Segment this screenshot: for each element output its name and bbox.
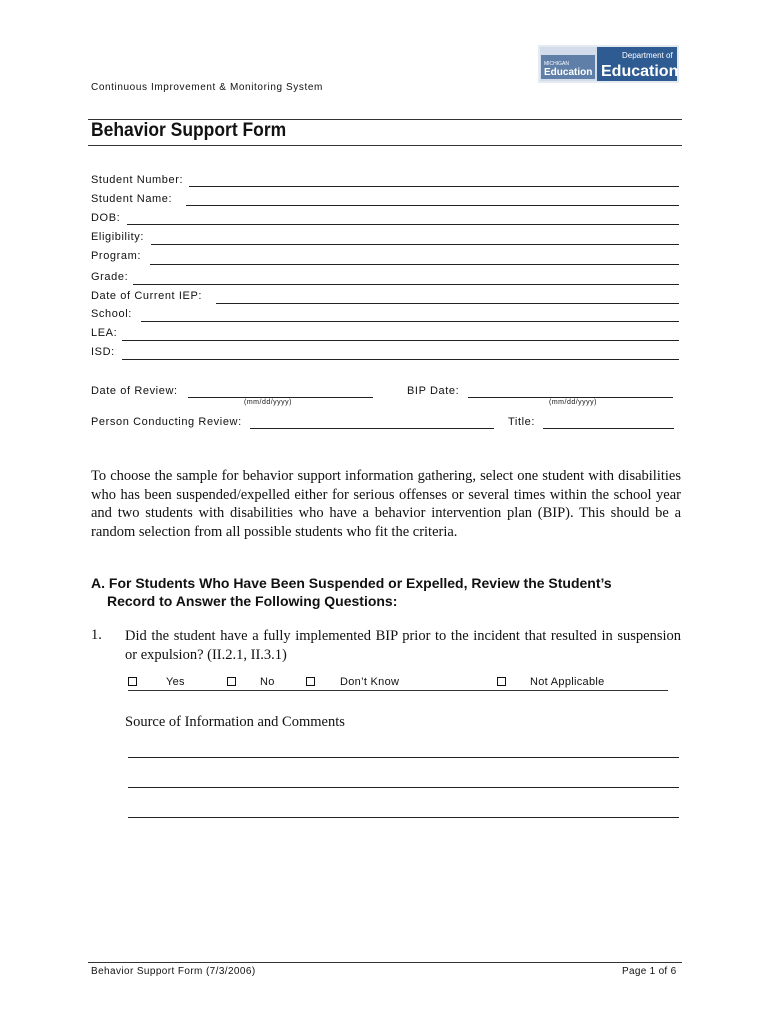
dont-know-checkbox[interactable] <box>306 677 315 686</box>
logo-top-text: Department of <box>622 51 673 60</box>
comments-line-3[interactable] <box>128 817 679 818</box>
student-name-label: Student Name: <box>91 193 173 205</box>
date-of-review-label: Date of Review: <box>91 385 178 397</box>
date-of-review-field[interactable] <box>188 397 373 398</box>
student-name-field[interactable] <box>186 205 679 206</box>
logo-main-text: Education <box>601 63 679 80</box>
footer-rule <box>88 962 682 963</box>
dont-know-label: Don’t Know <box>340 676 400 688</box>
yes-checkbox[interactable] <box>128 677 137 686</box>
section-a-heading-line2: Record to Answer the Following Questions: <box>107 593 398 609</box>
school-label: School: <box>91 308 132 320</box>
question-1-number: 1. <box>91 627 102 643</box>
question-1-text: Did the student have a fully implemented BIP prior to the incident that resulted in suspension or expulsion? (II.2.1, II.3.1) <box>125 628 681 663</box>
student-number-label: Student Number: <box>91 174 184 186</box>
iep-date-field[interactable] <box>216 303 679 304</box>
department-of-education-logo <box>538 45 679 83</box>
isd-field[interactable] <box>122 359 679 360</box>
lea-field[interactable] <box>122 340 679 341</box>
system-name: Continuous Improvement & Monitoring System <box>91 82 323 93</box>
section-a-heading <box>91 574 681 610</box>
person-conducting-label: Person Conducting Review: <box>91 416 242 428</box>
comments-line-2[interactable] <box>128 787 679 788</box>
page-number: Page 1 of 6 <box>622 966 677 977</box>
program-field[interactable] <box>150 264 679 265</box>
bip-date-hint: (mm/dd/yyyy) <box>549 399 597 406</box>
yes-label: Yes <box>166 676 185 688</box>
bip-date-field[interactable] <box>468 397 673 398</box>
school-field[interactable] <box>141 321 679 322</box>
lea-label: LEA: <box>91 327 118 339</box>
bip-date-label: BIP Date: <box>407 385 460 397</box>
no-label: No <box>260 676 275 688</box>
isd-label: ISD: <box>91 346 115 358</box>
dob-field[interactable] <box>127 224 679 225</box>
student-number-field[interactable] <box>189 186 679 187</box>
person-conducting-field[interactable] <box>250 428 494 429</box>
grade-label: Grade: <box>91 271 129 283</box>
reviewer-title-label: Title: <box>508 416 536 428</box>
comments-line-1[interactable] <box>128 757 679 758</box>
title-rule <box>88 145 682 146</box>
section-a-heading-line1: A. For Students Who Have Been Suspended or Expelled, Review the Student’s <box>91 575 612 591</box>
eligibility-label: Eligibility: <box>91 231 145 243</box>
not-applicable-checkbox[interactable] <box>497 677 506 686</box>
no-checkbox[interactable] <box>227 677 236 686</box>
logo-small-top: MICHIGAN <box>544 61 569 67</box>
options-underline <box>128 690 668 691</box>
grade-field[interactable] <box>133 284 679 285</box>
eligibility-field[interactable] <box>151 244 679 245</box>
footer-form-name: Behavior Support Form (7/3/2006) <box>91 966 256 977</box>
source-of-information-label: Source of Information and Comments <box>125 714 345 730</box>
iep-date-label: Date of Current IEP: <box>91 290 203 302</box>
intro-paragraph: To choose the sample for behavior support information gathering, select one student with disabilities who has been suspended/expelled either for serious offenses or several times within the school year and two students with disabilities who have a behavior intervention plan (BIP). This should be a random selection from all possible students who fit the criteria. <box>91 468 681 540</box>
not-applicable-label: Not Applicable <box>530 676 605 688</box>
dob-label: DOB: <box>91 212 121 224</box>
reviewer-title-field[interactable] <box>543 428 674 429</box>
page-title: Behavior Support Form <box>91 120 287 141</box>
date-of-review-hint: (mm/dd/yyyy) <box>244 399 292 406</box>
logo-small-word: Education <box>544 67 593 78</box>
program-label: Program: <box>91 250 142 262</box>
